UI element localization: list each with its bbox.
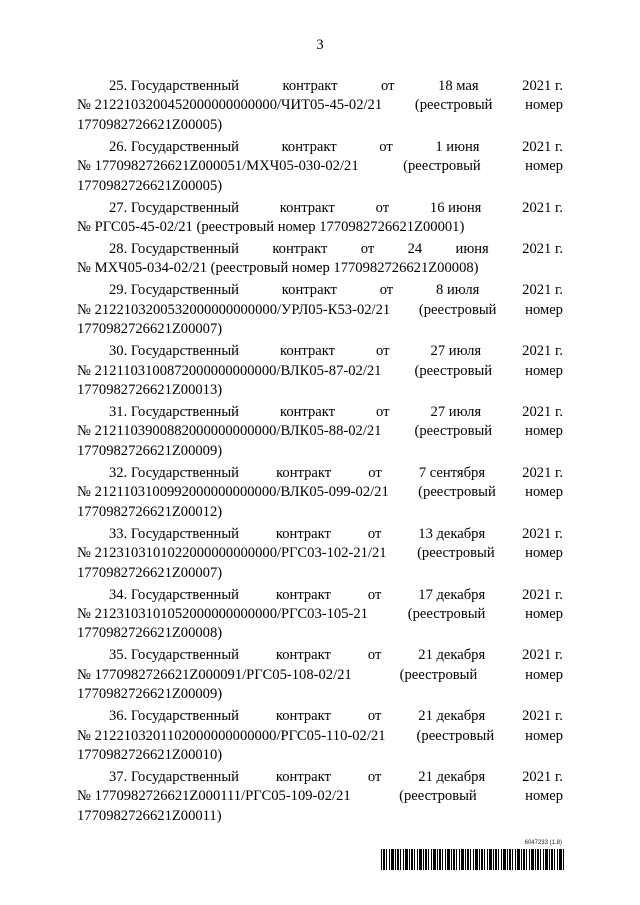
text-segment: 2021 г. xyxy=(522,241,563,258)
contract-entry xyxy=(77,240,563,279)
contract-heading-line xyxy=(77,768,563,787)
barcode-image xyxy=(381,849,564,870)
text-segment: контракт xyxy=(275,708,331,725)
text-segment: № 2121103100872000000000000/ВЛК05-87-02/21 xyxy=(77,362,382,379)
contract-list xyxy=(77,77,563,829)
contract-detail-line xyxy=(77,301,563,320)
contract-detail-line xyxy=(77,746,563,765)
text-segment: 25. Государственный xyxy=(109,78,239,94)
text-segment: 27. Государственный xyxy=(109,199,239,216)
contract-detail-line xyxy=(77,605,563,624)
text-segment: 31. Государственный xyxy=(109,404,239,421)
text-segment: контракт xyxy=(275,647,331,664)
text-segment: № 1770982726621Z000111/РГС05-109-02/21 xyxy=(77,788,351,805)
contract-entry xyxy=(77,525,563,583)
text-segment: 1770982726621Z00005) xyxy=(77,116,223,133)
contract-detail-line xyxy=(77,727,563,746)
contract-heading-line xyxy=(77,138,563,157)
text-segment: 29. Государственный xyxy=(109,282,239,299)
text-segment: 1770982726621Z00011) xyxy=(77,807,222,824)
text-segment: 33. Государственный xyxy=(109,525,239,542)
text-segment: от xyxy=(367,708,382,725)
text-segment: № 2121103100992000000000000/ВЛК05-099-02/21 xyxy=(77,484,389,501)
text-segment: контракт xyxy=(276,464,332,481)
text-segment: (реестровый xyxy=(418,484,496,501)
text-segment: 32. Государственный xyxy=(109,464,239,481)
text-segment: от xyxy=(368,464,382,481)
text-segment: номер xyxy=(525,484,563,501)
contract-heading-line xyxy=(77,586,563,605)
text-segment: контракт xyxy=(275,586,331,603)
text-segment: номер xyxy=(525,605,563,622)
text-segment: 21 декабря xyxy=(418,768,486,785)
text-segment: 16 июня xyxy=(429,199,482,216)
text-segment: номер xyxy=(525,666,563,683)
contract-entry xyxy=(77,138,563,196)
text-segment: 2021 г. xyxy=(522,525,563,542)
text-segment: 2021 г. xyxy=(522,464,563,481)
text-segment: 21 декабря xyxy=(418,708,486,725)
text-segment: 1770982726621Z00005) xyxy=(77,177,223,194)
contract-detail-line xyxy=(77,362,563,381)
contract-detail-line xyxy=(77,685,563,704)
text-segment: контракт xyxy=(282,78,338,94)
text-segment: контракт xyxy=(272,241,328,258)
contract-heading-line xyxy=(77,281,563,300)
text-segment: июня xyxy=(455,241,489,258)
contract-heading-line xyxy=(77,342,563,361)
text-segment: 1770982726621Z00013) xyxy=(77,382,223,399)
text-segment: 26. Государственный xyxy=(109,138,239,155)
contract-entry xyxy=(77,199,563,238)
contract-entry xyxy=(77,586,563,644)
text-segment: 36. Государственный xyxy=(109,708,239,725)
text-segment: № 2121103900882000000000000/ВЛК05-88-02/21 xyxy=(77,423,382,440)
contract-detail-line xyxy=(77,218,563,237)
text-segment: контракт xyxy=(279,404,336,421)
contract-detail-line xyxy=(77,177,563,196)
text-segment: 2021 г. xyxy=(522,343,563,360)
text-segment: контракт xyxy=(275,768,331,785)
text-segment: 1770982726621Z00010) xyxy=(77,746,223,763)
text-segment: (реестровый xyxy=(416,727,495,744)
text-segment: 21 декабря xyxy=(418,647,486,664)
text-segment: 37. Государственный xyxy=(109,768,239,785)
contract-detail-line xyxy=(77,381,563,400)
contract-detail-line xyxy=(77,624,563,643)
text-segment: 8 июля xyxy=(436,282,480,299)
contract-heading-line xyxy=(77,525,563,544)
text-segment: номер xyxy=(525,727,563,744)
contract-heading-line xyxy=(77,240,563,259)
text-segment: номер xyxy=(525,97,563,114)
text-segment: № РГС05-45-02/21 (реестровый номер 1770982726621Z00001) xyxy=(77,219,465,236)
text-segment: 7 сентября xyxy=(418,464,486,481)
contract-entry xyxy=(77,77,563,135)
text-segment: № 2123103101022000000000000/РГС03-102-21/21 xyxy=(77,545,387,562)
text-segment: от xyxy=(367,647,382,664)
contract-entry xyxy=(77,646,563,704)
text-segment: 17 декабря xyxy=(418,586,486,603)
text-segment: 34. Государственный xyxy=(109,586,239,603)
text-segment: номер xyxy=(525,301,563,318)
text-segment: 2021 г. xyxy=(522,768,563,785)
contract-detail-line xyxy=(77,320,563,339)
text-segment: 35. Государственный xyxy=(109,647,239,664)
text-segment: 30. Государственный xyxy=(109,343,239,360)
text-segment: от xyxy=(379,138,393,155)
text-segment: 1770982726621Z00008) xyxy=(77,625,223,642)
text-segment: от xyxy=(360,241,375,258)
text-segment: № 1770982726621Z000091/РГС05-108-02/21 xyxy=(77,666,352,683)
text-segment: 2021 г. xyxy=(522,647,563,664)
text-segment: от xyxy=(367,586,382,603)
text-segment: № 2122103200452000000000000/ЧИТ05-45-02/21 xyxy=(77,97,383,114)
text-segment: 2021 г. xyxy=(522,282,563,299)
text-segment: 13 декабря xyxy=(418,525,486,542)
text-segment: 24 xyxy=(407,241,423,258)
contract-detail-line xyxy=(77,666,563,685)
text-segment: от xyxy=(376,404,390,421)
text-segment: (реестровый xyxy=(399,666,478,683)
contract-detail-line xyxy=(77,787,563,806)
text-segment: номер xyxy=(525,423,563,440)
contract-detail-line xyxy=(77,564,563,583)
text-segment: 1770982726621Z00009) xyxy=(77,442,223,459)
text-segment: 1 июня xyxy=(435,138,480,155)
contract-heading-line xyxy=(77,199,563,218)
contract-detail-line xyxy=(77,157,563,176)
text-segment: 1770982726621Z00007) xyxy=(77,564,223,581)
text-segment: (реестровый xyxy=(418,301,497,318)
text-segment: контракт xyxy=(279,199,335,216)
text-segment: 28. Государственный xyxy=(109,241,239,258)
text-segment: от xyxy=(376,343,390,360)
text-segment: (реестровый xyxy=(417,545,495,562)
page-number: 3 xyxy=(316,37,324,53)
contract-heading-line xyxy=(77,77,563,96)
text-segment: 27 июля xyxy=(430,404,482,421)
text-segment: от xyxy=(375,199,390,216)
text-segment: (реестровый xyxy=(414,97,493,114)
text-segment: (реестровый xyxy=(403,158,481,175)
text-segment: № МХЧ05-034-02/21 (реестровый номер 1770982726621Z00008) xyxy=(77,260,479,277)
contract-heading-line xyxy=(77,403,563,422)
text-segment: 1770982726621Z00007) xyxy=(77,321,223,338)
text-segment: № 1770982726621Z000051/МХЧ05-030-02/21 xyxy=(77,158,359,175)
contract-detail-line xyxy=(77,116,563,135)
text-segment: контракт xyxy=(281,138,337,155)
contract-entry xyxy=(77,768,563,826)
text-segment: 2021 г. xyxy=(522,708,563,725)
text-segment: контракт xyxy=(275,525,331,542)
text-segment: от xyxy=(381,78,395,94)
contract-detail-line xyxy=(77,807,563,826)
text-segment: контракт xyxy=(279,343,336,360)
text-segment: № 2122103200532000000000000/УРЛ05-К53-02/21 xyxy=(77,301,391,318)
contract-heading-line xyxy=(77,464,563,483)
text-segment: № 2122103201102000000000000/РГС05-110-02/21 xyxy=(77,727,386,744)
text-segment: 18 мая xyxy=(438,78,479,94)
text-segment: 1770982726621Z00012) xyxy=(77,503,223,520)
text-segment: 2021 г. xyxy=(522,138,563,155)
contract-heading-line xyxy=(77,646,563,665)
text-segment: номер xyxy=(525,545,563,562)
text-segment: 2021 г. xyxy=(522,404,563,421)
text-segment: номер xyxy=(525,158,563,175)
text-segment: № 2123103101052000000000000/РГС03-105-21 xyxy=(77,605,368,622)
text-segment: (реестровый xyxy=(399,788,477,805)
contract-detail-line xyxy=(77,503,563,522)
text-segment: номер xyxy=(525,788,563,805)
text-segment: от xyxy=(367,768,382,785)
contract-detail-line xyxy=(77,483,563,502)
contract-entry xyxy=(77,707,563,765)
text-segment: 2021 г. xyxy=(522,586,563,603)
contract-heading-line xyxy=(77,707,563,726)
document-code: 6047233 (1.8) xyxy=(524,840,562,846)
contract-detail-line xyxy=(77,259,563,278)
text-segment: (реестровый xyxy=(414,423,493,440)
text-segment: (реестровый xyxy=(407,605,486,622)
text-segment: 2021 г. xyxy=(522,78,563,94)
contract-detail-line xyxy=(77,442,563,461)
text-segment: от xyxy=(379,282,394,299)
text-segment: 1770982726621Z00009) xyxy=(77,686,223,703)
text-segment: 27 июля xyxy=(430,343,482,360)
contract-detail-line xyxy=(77,544,563,563)
text-segment: (реестровый xyxy=(414,362,493,379)
contract-entry xyxy=(77,281,563,339)
contract-entry xyxy=(77,342,563,400)
contract-entry xyxy=(77,403,563,461)
text-segment: от xyxy=(367,525,382,542)
text-segment: 2021 г. xyxy=(522,199,563,216)
contract-entry xyxy=(77,464,563,522)
contract-detail-line xyxy=(77,422,563,441)
contract-detail-line xyxy=(77,96,563,115)
text-segment: номер xyxy=(525,362,563,379)
text-segment: контракт xyxy=(281,282,337,299)
